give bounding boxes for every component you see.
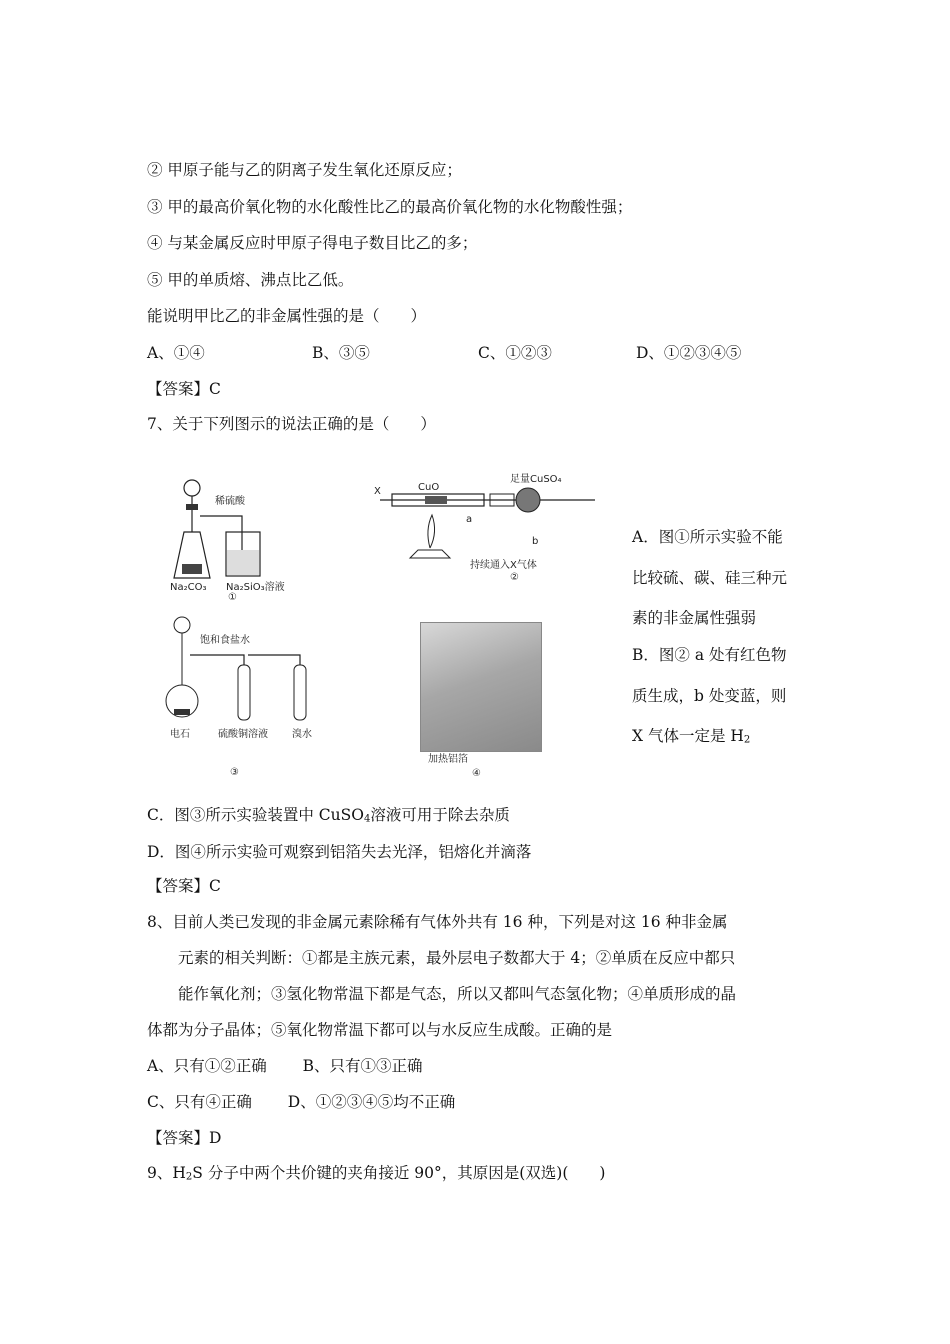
fig1-label-na2co3: Na₂CO₃ bbox=[170, 582, 207, 593]
fig2-label-b: b bbox=[532, 536, 539, 547]
q8-options-ab: A、只有①②正确 B、只有①③正确 bbox=[147, 1057, 423, 1075]
q7-option-a-line3: 素的非金属性强弱 bbox=[632, 609, 757, 627]
figure-1-apparatus bbox=[170, 470, 300, 600]
answer-8: 【答案】D bbox=[147, 1129, 222, 1147]
fig3-number: ③ bbox=[230, 767, 239, 778]
fig2-label-x: X bbox=[374, 486, 381, 497]
fig3-label-carbide: 电石 bbox=[170, 729, 190, 740]
q6-option-d: D、①②③④⑤ bbox=[636, 344, 742, 362]
question-7-stem: 7、关于下列图示的说法正确的是（ ） bbox=[147, 415, 436, 433]
q7-option-a-line1: A．图①所示实验不能 bbox=[632, 528, 783, 546]
q6-option-b: B、③⑤ bbox=[312, 344, 370, 362]
question-9-stem: 9、H2S 分子中两个共价键的夹角接近 90°，其原因是(双选)( ) bbox=[147, 1164, 606, 1183]
figure-4-labels bbox=[420, 752, 540, 782]
fig2-label-a: a bbox=[466, 514, 473, 525]
condition-2: ② 甲原子能与乙的阴离子发生氧化还原反应； bbox=[147, 161, 462, 179]
q8-line2: 元素的相关判断：①都是主族元素，最外层电子数都大于 4；②单质在反应中都只 bbox=[178, 949, 736, 967]
q7-option-b-line3: X 气体一定是 H2 bbox=[632, 727, 751, 746]
fig2-label-cuo: CuO bbox=[418, 482, 440, 493]
q7-option-a-line2: 比较硫、碳、硅三种元 bbox=[632, 569, 788, 587]
answer-6: 【答案】C bbox=[147, 380, 221, 398]
fig3-label-brine: 饱和食盐水 bbox=[200, 635, 250, 646]
fig1-label-na2sio3: Na₂SiO₃溶液 bbox=[226, 582, 285, 593]
condition-5: ⑤ 甲的单质熔、沸点比乙低。 bbox=[147, 271, 354, 289]
q8-options-cd: C、只有④正确 D、①②③④⑤均不正确 bbox=[147, 1093, 456, 1111]
q8-line4: 体都为分子晶体；⑤氧化物常温下都可以与水反应生成酸。正确的是 bbox=[147, 1021, 613, 1039]
q7-option-b-line1: B．图② a 处有红色物 bbox=[632, 646, 787, 664]
answer-7: 【答案】C bbox=[147, 877, 221, 895]
fig2-number: ② bbox=[510, 572, 519, 580]
condition-4: ④ 与某金属反应时甲原子得电子数目比乙的多； bbox=[147, 234, 478, 252]
figure-3-apparatus bbox=[160, 605, 360, 785]
fig4-number: ④ bbox=[472, 768, 481, 779]
q7-option-c: C．图③所示实验装置中 CuSO4溶液可用于除去杂质 bbox=[147, 806, 510, 825]
fig3-label-cuso4: 硫酸铜溶液 bbox=[218, 729, 268, 740]
q7-option-d: D．图④所示实验可观察到铝箔失去光泽，铝熔化并滴落 bbox=[147, 843, 532, 861]
fig4-caption: 加热铝箔 bbox=[428, 754, 468, 765]
fig1-label-acid: 稀硫酸 bbox=[215, 496, 245, 507]
q8-line1: 8、目前人类已发现的非金属元素除稀有气体外共有 16 种，下列是对这 16 种非金属 bbox=[147, 913, 728, 931]
q7-option-b-line2: 质生成，b 处变蓝，则 bbox=[632, 687, 787, 705]
q6-option-c: C、①②③ bbox=[478, 344, 552, 362]
question-6-ask: 能说明甲比乙的非金属性强的是（ ） bbox=[147, 307, 427, 325]
fig1-number: ① bbox=[228, 592, 237, 600]
fig3-label-bromine: 溴水 bbox=[292, 729, 312, 740]
condition-3: ③ 甲的最高价氧化物的水化酸性比乙的最高价氧化物的水化物酸性强； bbox=[147, 198, 633, 216]
fig2-caption: 持续通入X气体 bbox=[470, 560, 537, 571]
figure-2-apparatus bbox=[370, 470, 600, 580]
q8-line3: 能作氧化剂；③氢化物常温下都是气态，所以又都叫气态氢化物；④单质形成的晶 bbox=[178, 985, 737, 1003]
fig2-label-cuso4: 足量CuSO₄ bbox=[510, 474, 562, 485]
figure-4-photo bbox=[420, 622, 542, 752]
q6-option-a: A、①④ bbox=[147, 344, 205, 362]
